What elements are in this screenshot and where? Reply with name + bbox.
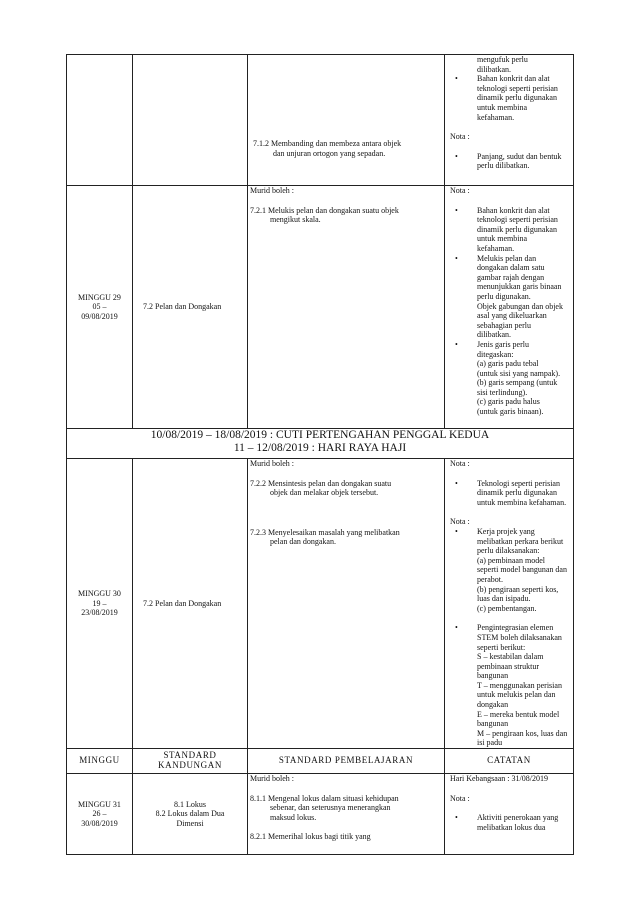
note-text: (c) garis padu halus bbox=[477, 397, 540, 407]
objective-7-1-2-line2: dan unjuran ortogon yang sepadan. bbox=[273, 148, 386, 158]
note-bullet bbox=[450, 206, 571, 254]
table-header-row bbox=[67, 749, 574, 774]
note-text: isi padu bbox=[477, 738, 503, 748]
week-range-end: 23/08/2019 bbox=[81, 608, 118, 618]
week-label: MINGGU 29 bbox=[78, 292, 121, 302]
note-text: bangunan bbox=[477, 671, 509, 681]
note-text: seperti berikut: bbox=[477, 642, 526, 652]
week-range-end: 09/08/2019 bbox=[81, 311, 118, 321]
holiday-line-2: 11 – 12/08/2019 : HARI RAYA HAJI bbox=[233, 441, 407, 454]
objective-7-2-3-line1: 7.2.3 Menyelesaikan masalah yang melibatkan bbox=[250, 527, 400, 537]
week-range-start: 19 – bbox=[92, 598, 107, 608]
note-text: sebahagian perlu bbox=[477, 320, 531, 330]
murid-boleh-label: Murid boleh : bbox=[250, 186, 294, 195]
header-standard-kandungan bbox=[133, 749, 248, 774]
note-text: dinamik perlu digunakan bbox=[477, 224, 557, 234]
note-text: dongakan dalam satu bbox=[477, 263, 545, 273]
holiday-banner-row bbox=[67, 429, 574, 459]
note-text: • Teknologi seperti perisian bbox=[477, 478, 560, 488]
week-range-start: 05 – bbox=[92, 302, 107, 312]
note-bullet bbox=[450, 813, 571, 832]
note-bullet bbox=[450, 623, 571, 748]
week-cell bbox=[67, 186, 133, 429]
table-row-minggu-30 bbox=[67, 459, 574, 749]
holiday-line-1: 10/08/2019 – 18/08/2019 : CUTI PERTENGAHAN PENGGAL KEDUA bbox=[150, 429, 490, 441]
note-text: • Pengintegrasian elemen bbox=[477, 623, 554, 633]
standard-kandungan-text: 8.1 Lokus bbox=[174, 799, 206, 809]
header-standard-pembelajaran: STANDARD PEMBELAJARAN bbox=[248, 749, 445, 774]
note-text: ditegaskan: bbox=[477, 349, 514, 359]
table-row-minggu-29 bbox=[67, 186, 574, 429]
note-bullet bbox=[450, 527, 571, 613]
catatan-cell bbox=[445, 774, 574, 855]
note-text: • Melukis pelan dan bbox=[477, 253, 537, 263]
note-text: dinamik perlu digunakan bbox=[477, 488, 557, 498]
note-bullet bbox=[450, 74, 571, 122]
note-text: (a) garis padu tebal bbox=[477, 359, 539, 369]
note-text: Objek gabungan dan objek bbox=[477, 301, 563, 311]
note-text: (b) pengiraan seperti kos, bbox=[477, 584, 559, 594]
note-text: M – pengiraan kos, luas dan bbox=[477, 728, 568, 738]
note-text: melibatkan lokus dua bbox=[477, 822, 546, 832]
nota-label: Nota : bbox=[450, 459, 470, 468]
objective-8-1-1-line2: sebenar, dan seterusnya menerangkan bbox=[270, 803, 391, 813]
note-text: (a) pembinaan model bbox=[477, 555, 545, 565]
week-cell bbox=[67, 774, 133, 855]
note-text: E – mereka bentuk model bbox=[477, 709, 560, 719]
note-text: pembinaan struktur bbox=[477, 661, 539, 671]
nota-label: Nota : bbox=[450, 132, 470, 142]
header-catatan: CATATAN bbox=[445, 749, 574, 774]
objective-8-1-1-line3: maksud lokus. bbox=[270, 812, 317, 822]
standard-kandungan-text: 7.2 Pelan dan Dongakan bbox=[143, 598, 222, 608]
header-minggu: MINGGU bbox=[67, 749, 133, 774]
note-text: dilibatkan. bbox=[477, 64, 511, 74]
standard-pembelajaran-cell bbox=[248, 774, 445, 855]
note-bullet bbox=[450, 340, 571, 417]
week-cell bbox=[67, 459, 133, 749]
week-label: MINGGU 31 bbox=[78, 799, 121, 809]
note-text: seperti model bangunan dan bbox=[477, 565, 567, 575]
note-text: sisi terlindung). bbox=[477, 387, 528, 397]
note-text: gambar rajah dengan bbox=[477, 272, 545, 282]
catatan-cell bbox=[445, 186, 574, 429]
objective-7-2-2-line2: objek dan melakar objek tersebut. bbox=[270, 488, 379, 498]
standard-pembelajaran-cell bbox=[248, 55, 445, 186]
note-text: perlu dilibatkan. bbox=[477, 161, 530, 171]
week-label: MINGGU 30 bbox=[78, 589, 121, 599]
note-text: teknologi seperti perisian bbox=[477, 215, 558, 225]
table-row-7-1 bbox=[67, 55, 574, 186]
objective-8-1-1-line1: 8.1.1 Mengenal lokus dalam situasi kehidupan bbox=[250, 793, 399, 803]
note-text: perabot. bbox=[477, 574, 503, 584]
note-line bbox=[450, 55, 571, 74]
nota-label: Nota : bbox=[450, 186, 470, 195]
note-text: dongakan bbox=[477, 700, 509, 710]
standard-kandungan-text: 8.2 Lokus dalam Dua bbox=[155, 809, 225, 819]
standard-kandungan-text: 7.2 Pelan dan Dongakan bbox=[143, 302, 222, 312]
objective-7-2-2-line1: 7.2.2 Mensintesis pelan dan dongakan suatu bbox=[250, 478, 392, 488]
note-text: untuk membina kefahaman. bbox=[477, 497, 567, 507]
note-text: mengufuk perlu bbox=[477, 55, 528, 64]
week-range-start: 26 – bbox=[92, 809, 107, 819]
note-text: perlu digunakan. bbox=[477, 291, 531, 301]
nota-label: Nota : bbox=[450, 517, 470, 527]
note-text: untuk membina bbox=[477, 234, 527, 244]
note-text: T – menggunakan perisian bbox=[477, 680, 562, 690]
note-text: untuk melukis pelan dan bbox=[477, 690, 556, 700]
objective-7-2-1-line2: mengikut skala. bbox=[270, 215, 321, 225]
header-text: KANDUNGAN bbox=[158, 760, 222, 771]
table-row-minggu-31 bbox=[67, 774, 574, 855]
note-text: luas dan isipadu. bbox=[477, 594, 531, 604]
holiday-banner bbox=[67, 429, 574, 459]
objective-7-1-2-line1: 7.1.2 Membanding dan membeza antara objek bbox=[253, 139, 402, 148]
note-text: menunjukkan garis binaan bbox=[477, 282, 562, 292]
note-text: (c) pembentangan. bbox=[477, 603, 537, 613]
murid-boleh-label: Murid boleh : bbox=[250, 459, 294, 468]
murid-boleh-label: Murid boleh : bbox=[250, 774, 294, 784]
note-text: (b) garis sempang (untuk bbox=[477, 378, 558, 388]
note-text: STEM boleh dilaksanakan bbox=[477, 632, 562, 642]
catatan-cell bbox=[445, 459, 574, 749]
note-text: • Aktiviti penerokaan yang bbox=[477, 813, 559, 823]
week-cell bbox=[67, 55, 133, 186]
standard-kandungan-text: Dimensi bbox=[176, 818, 204, 828]
note-text: perlu dilaksanakan: bbox=[477, 546, 540, 556]
note-text: • Jenis garis perlu bbox=[477, 339, 529, 349]
standard-kandungan-cell bbox=[133, 774, 248, 855]
note-text: bangunan bbox=[477, 719, 509, 729]
note-text: dinamik perlu digunakan bbox=[477, 93, 557, 103]
note-bullet bbox=[450, 479, 571, 508]
note-text: dilibatkan. bbox=[477, 330, 511, 340]
week-range-end: 30/08/2019 bbox=[81, 818, 118, 828]
standard-pembelajaran-cell bbox=[248, 186, 445, 429]
standard-kandungan-cell bbox=[133, 459, 248, 749]
objective-8-2-1-line1: 8.2.1 Memerihal lokus bagi titik yang bbox=[250, 832, 371, 842]
nota-label: Nota : bbox=[450, 793, 470, 803]
note-text: • Bahan konkrit dan alat bbox=[477, 205, 550, 215]
standard-kandungan-cell bbox=[133, 186, 248, 429]
note-text: • Panjang, sudut dan bentuk bbox=[477, 151, 562, 161]
note-text: • Kerja projek yang bbox=[477, 526, 535, 536]
rpt-table bbox=[66, 54, 574, 855]
note-text: untuk membina bbox=[477, 102, 527, 112]
holiday-note: Hari Kebangsaan : 31/08/2019 bbox=[450, 774, 548, 784]
standard-kandungan-cell bbox=[133, 55, 248, 186]
standard-pembelajaran-cell bbox=[248, 459, 445, 749]
note-text: melibatkan perkara berikut bbox=[477, 536, 564, 546]
catatan-cell bbox=[445, 55, 574, 186]
note-text: • Bahan konkrit dan alat bbox=[477, 74, 550, 84]
note-text: (untuk sisi yang nampak). bbox=[477, 368, 561, 378]
note-text: (untuk garis binaan). bbox=[477, 407, 544, 417]
note-bullet bbox=[450, 254, 571, 340]
note-text: asal yang dikeluarkan bbox=[477, 311, 547, 321]
note-text: teknologi seperti perisian bbox=[477, 83, 558, 93]
note-text: kefahaman. bbox=[477, 112, 515, 122]
header-text: STANDARD bbox=[163, 750, 217, 761]
note-text: S – kestabilan dalam bbox=[477, 652, 544, 662]
note-text: kefahaman. bbox=[477, 243, 515, 253]
objective-7-2-3-line2: pelan dan dongakan. bbox=[270, 537, 336, 547]
note-bullet bbox=[450, 152, 571, 171]
objective-7-2-1-line1: 7.2.1 Melukis pelan dan dongakan suatu objek bbox=[250, 205, 399, 215]
